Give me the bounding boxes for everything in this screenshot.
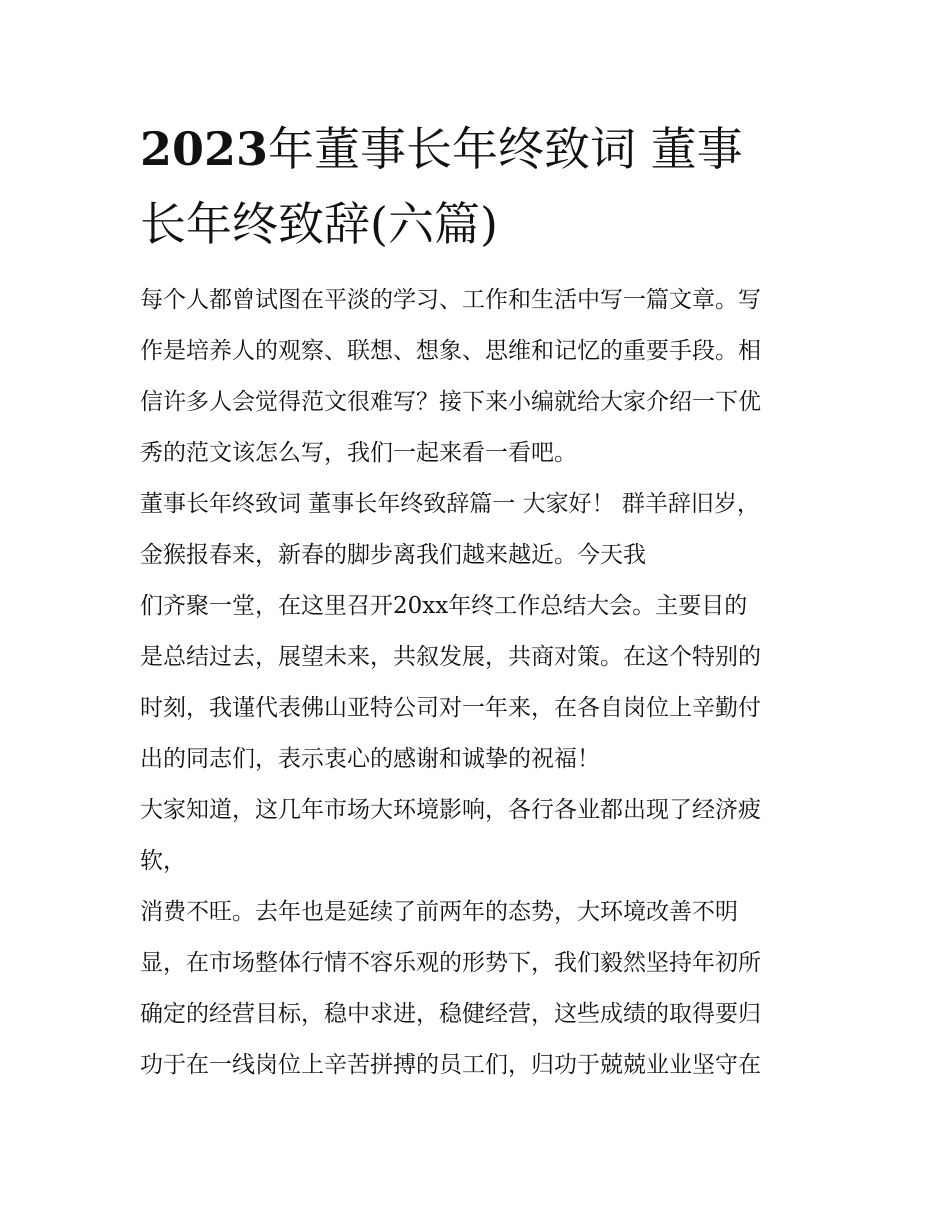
body-line: 秀的范文该怎么写，我们一起来看一看吧。 — [140, 440, 577, 466]
body-line: 信许多人会觉得范文很难写？接下来小编就给大家介绍一下优 — [140, 389, 761, 415]
body-line: 金猴报春来，新春的脚步离我们越来越近。今天我 — [140, 542, 646, 568]
body-line: 董事长年终致词 董事长年终致辞篇一 大家好！ 群羊辞旧岁， — [140, 491, 760, 517]
title-line1-rest: 年董事长年终致词 董事 — [268, 122, 743, 176]
body-line: 显，在市场整体行情不容乐观的形势下，我们毅然坚持年初所 — [140, 950, 761, 976]
document-title — [140, 112, 820, 262]
title-year: 2023 — [140, 122, 269, 176]
body-line: 功于在一线岗位上辛苦拼搏的员工们，归功于兢兢业业坚守在 — [140, 1052, 761, 1078]
document-body — [140, 275, 820, 1091]
body-line: 们齐聚一堂，在这里召开20xx年终工作总结大会。主要目的 — [140, 593, 748, 619]
body-line: 软， — [140, 848, 186, 874]
body-line: 大家知道，这几年市场大环境影响，各行各业都出现了经济疲 — [140, 797, 761, 823]
body-line: 作是培养人的观察、联想、想象、思维和记忆的重要手段。相 — [140, 338, 761, 364]
body-line: 时刻，我谨代表佛山亚特公司对一年来，在各自岗位上辛勤付 — [140, 695, 761, 721]
body-line: 消费不旺。去年也是延续了前两年的态势，大环境改善不明 — [140, 899, 738, 925]
body-line: 每个人都曾试图在平淡的学习、工作和生活中写一篇文章。写 — [140, 287, 761, 313]
body-line: 是总结过去，展望未来，共叙发展，共商对策。在这个特别的 — [140, 644, 761, 670]
body-line: 出的同志们，表示衷心的感谢和诚挚的祝福！ — [140, 746, 600, 772]
body-line: 确定的经营目标，稳中求进，稳健经营，这些成绩的取得要归 — [140, 1001, 761, 1027]
title-line2: 长年终致辞(六篇) — [140, 197, 498, 251]
